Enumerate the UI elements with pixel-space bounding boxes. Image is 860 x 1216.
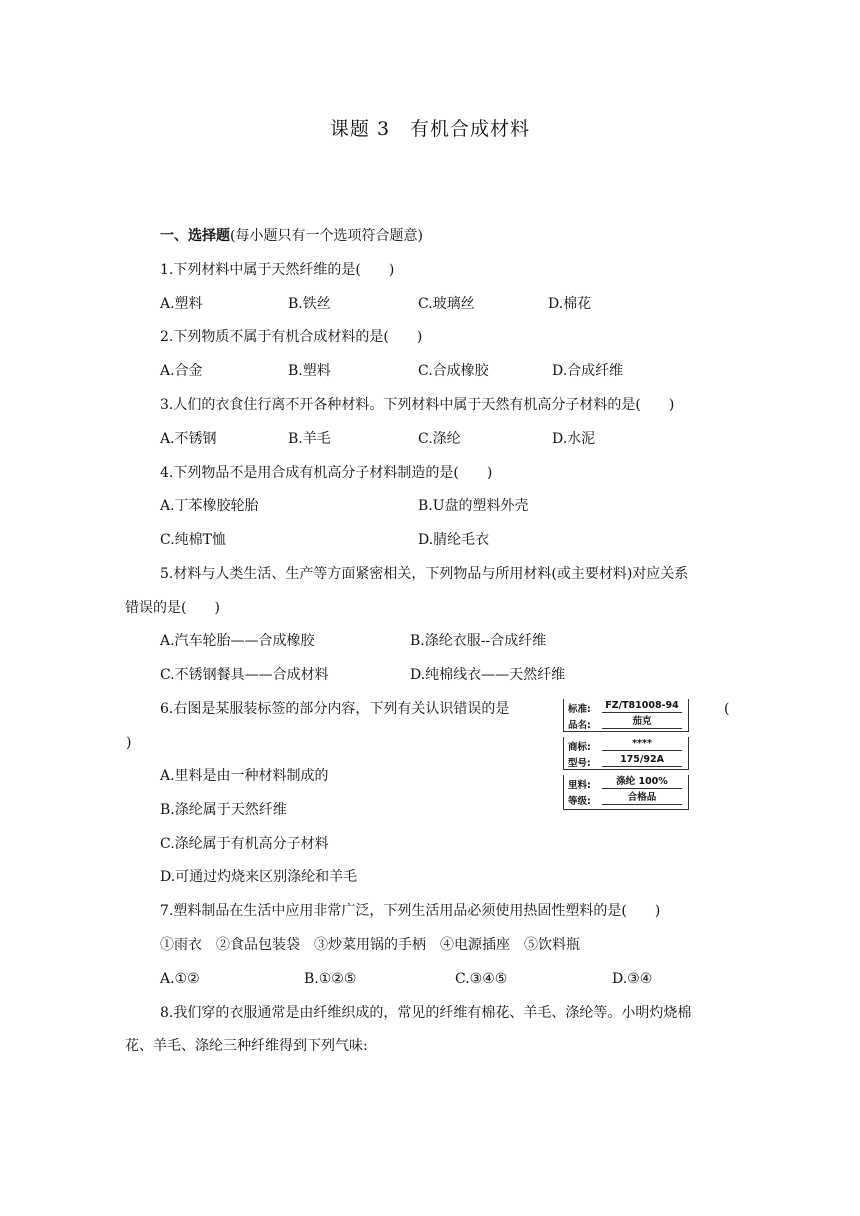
q2-option-a: A.合金 [160, 363, 203, 379]
section-note: (每小题只有一个选项符合题意) [230, 228, 423, 244]
label-name-key: 品名: [568, 720, 591, 731]
q4-option-c: C.纯棉T恤 [160, 532, 227, 548]
section-heading [160, 226, 423, 246]
question-3-stem: 3.人们的衣食住行离不开各种材料。下列材料中属于天然有机高分子材料的是( ) [160, 397, 675, 413]
q7-option-b: B.①②⑤ [304, 971, 357, 987]
label-brand-key: 商标: [568, 742, 591, 753]
q6-option-b: B.涤纶属于天然纤维 [160, 802, 287, 818]
clothing-label-figure [563, 699, 689, 812]
label-size-key: 型号: [568, 758, 591, 769]
label-size-value: 175/92A [602, 754, 682, 767]
section-heading-label: 一、选择题 [160, 228, 230, 244]
label-grade-value: 合格品 [602, 792, 682, 805]
q2-option-b: B.塑料 [288, 363, 331, 379]
label-row-size [564, 753, 688, 769]
q2-option-c: C.合成橡胶 [418, 363, 489, 379]
label-lining-key: 里料: [568, 780, 591, 791]
question-6-paren-open: ( [724, 701, 730, 717]
q5-option-a: A.汽车轮胎——合成橡胶 [160, 633, 315, 649]
label-row-standard [564, 699, 688, 715]
question-8-stem-line2: 花、羊毛、涤纶三种纤维得到下列气味: [125, 1038, 368, 1054]
q4-option-a: A.丁苯橡胶轮胎 [160, 498, 259, 514]
q1-option-a: A.塑料 [160, 296, 203, 312]
question-6-stem: 6.右图是某服装标签的部分内容，下列有关认识错误的是 [160, 701, 510, 717]
q7-option-d: D.③④ [612, 971, 653, 987]
label-standard-key: 标准: [568, 704, 591, 715]
question-7-items: ①雨衣 ②食品包装袋 ③炒菜用锅的手柄 ④电源插座 ⑤饮料瓶 [160, 937, 580, 953]
label-row-grade [564, 791, 688, 807]
q2-option-d: D.合成纤维 [552, 363, 624, 379]
question-5-stem-line2: 错误的是( ) [125, 600, 220, 616]
label-lining-value: 涤纶 100% [602, 776, 682, 789]
q5-option-d: D.纯棉线衣——天然纤维 [410, 667, 566, 683]
label-group-lining [563, 775, 689, 810]
question-5-stem-line1: 5.材料与人类生活、生产等方面紧密相关，下列物品与所用材料(或主要材料)对应关系 [160, 566, 689, 582]
label-row-brand [564, 737, 688, 753]
q5-option-b: B.涤纶衣服--合成纤维 [410, 633, 547, 649]
label-name-value: 茄克 [602, 716, 682, 729]
page-title: 课题 3 有机合成材料 [329, 118, 531, 140]
q3-option-a: A.不锈钢 [160, 431, 217, 447]
q3-option-c: C.涤纶 [418, 431, 461, 447]
q7-option-a: A.①② [160, 971, 200, 987]
question-1-stem: 1.下列材料中属于天然纤维的是( ) [160, 262, 395, 278]
q7-option-c: C.③④⑤ [455, 971, 508, 987]
question-2-stem: 2.下列物质不属于有机合成材料的是( ) [160, 329, 423, 345]
label-row-lining [564, 775, 688, 791]
q3-option-b: B.羊毛 [288, 431, 331, 447]
q4-option-d: D.腈纶毛衣 [418, 532, 490, 548]
q6-option-a: A.里料是由一种材料制成的 [160, 768, 329, 784]
label-group-standard [563, 699, 689, 732]
q3-option-d: D.水泥 [552, 431, 596, 447]
q4-option-b: B.U盘的塑料外壳 [418, 498, 529, 514]
label-grade-key: 等级: [568, 796, 591, 807]
question-8-stem-line1: 8.我们穿的衣服通常是由纤维织成的，常见的纤维有棉花、羊毛、涤纶等。小明灼烧棉 [160, 1005, 692, 1021]
q6-option-c: C.涤纶属于有机高分子材料 [160, 836, 329, 852]
label-group-brand [563, 737, 689, 770]
q6-option-d: D.可通过灼烧来区别涤纶和羊毛 [160, 869, 358, 885]
label-standard-value: FZ/T81008-94 [602, 700, 682, 713]
question-4-stem: 4.下列物品不是用合成有机高分子材料制造的是( ) [160, 465, 493, 481]
label-brand-value: **** [602, 738, 682, 751]
q1-option-c: C.玻璃丝 [418, 296, 475, 312]
label-row-name [564, 715, 688, 731]
question-6-paren-close: ) [126, 735, 132, 751]
q1-option-b: B.铁丝 [288, 296, 331, 312]
q1-option-d: D.棉花 [548, 296, 592, 312]
question-7-stem: 7.塑料制品在生活中应用非常广泛，下列生活用品必须使用热固性塑料的是( ) [160, 903, 661, 919]
q5-option-c: C.不锈钢餐具——合成材料 [160, 667, 329, 683]
